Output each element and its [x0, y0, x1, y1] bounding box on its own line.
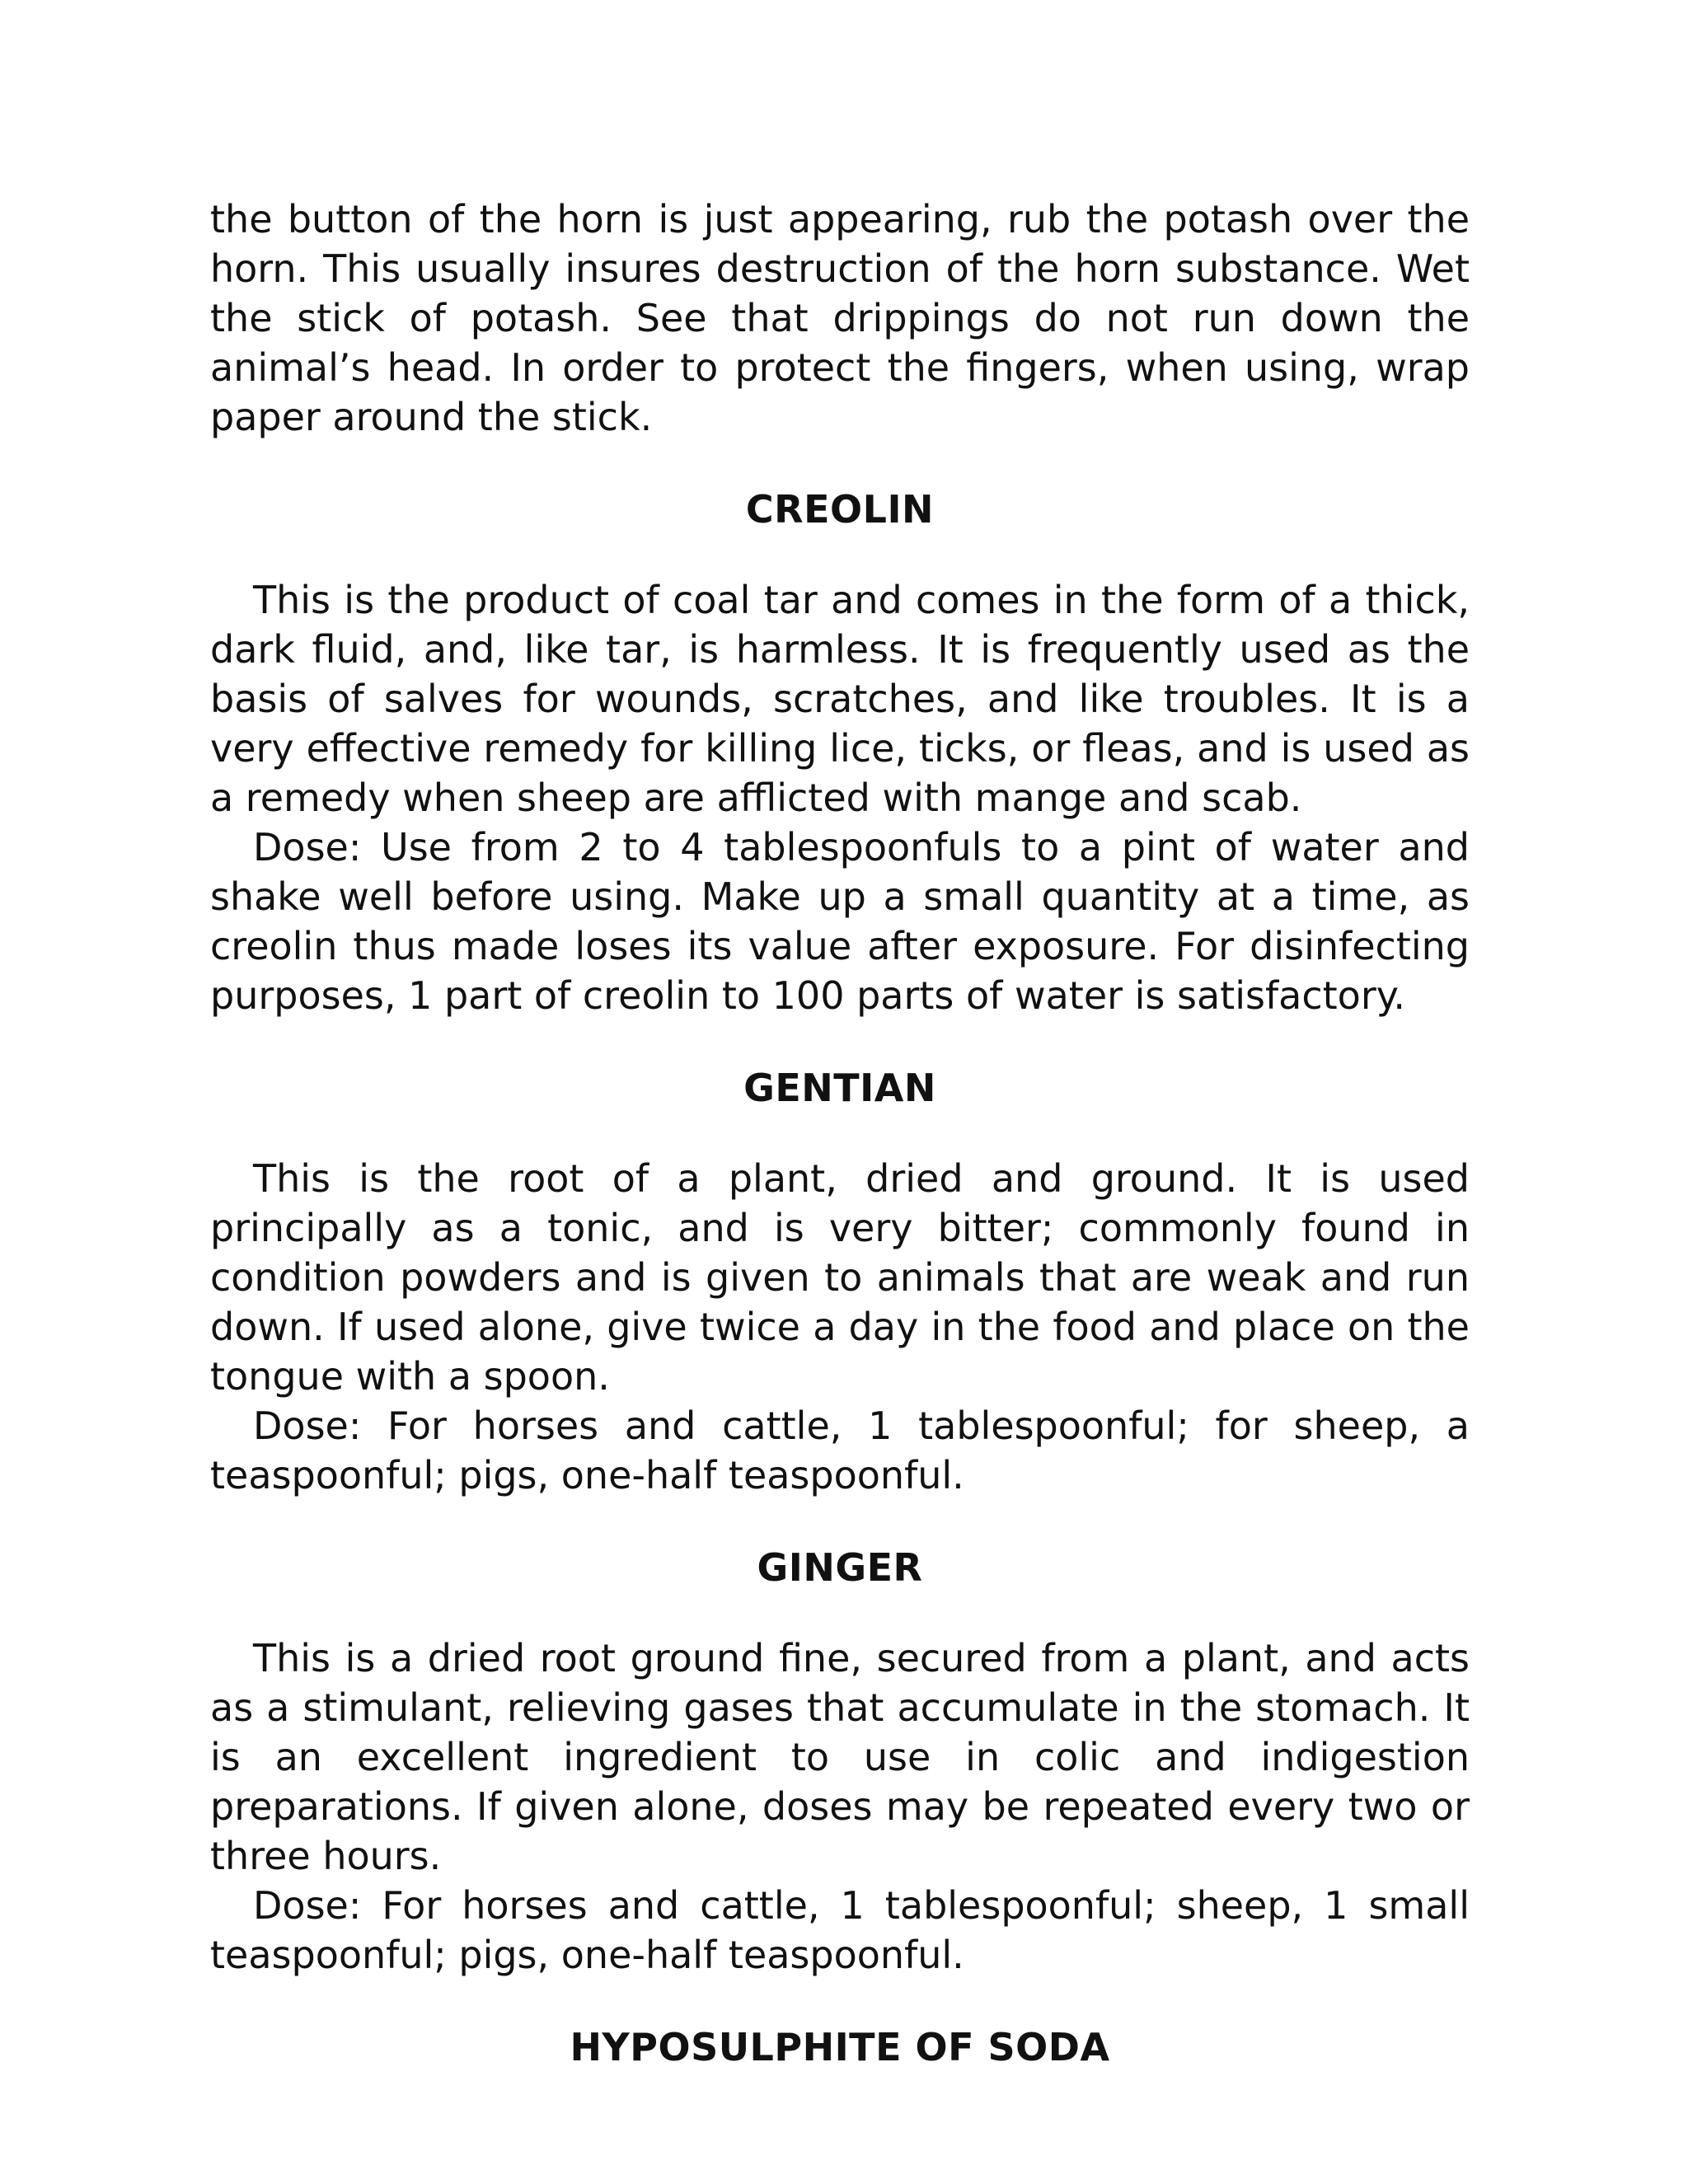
section-heading-ginger: GINGER: [757, 1545, 923, 1590]
ginger-description: This is a dried root ground fine, secured from a plant, and acts as a stimulant, relieving gases that accumulate in the stomach. It is an excellent ingredient to use in colic and indigestion preparations. If given alone, doses may be repeated every two or three hours.: [210, 1636, 1470, 1878]
section-heading-gentian: GENTIAN: [743, 1066, 936, 1110]
gentian-description: This is the root of a plant, dried and ground. It is used principally as a tonic, and is very bitter; commonly found in condition powders and is given to animals that are weak and run down. If used alone, give twice a day in the food and place on the tongue with a spoon.: [210, 1156, 1470, 1399]
gentian-dose: Dose: For horses and cattle, 1 tablespoonful; for sheep, a teaspoonful; pigs, one-half teaspoonful.: [210, 1404, 1470, 1497]
page-body: [210, 194, 1470, 2072]
section-heading-hyposulphite-of-soda: HYPOSULPHITE OF SODA: [570, 2025, 1110, 2069]
section-heading-creolin: CREOLIN: [745, 487, 935, 532]
ginger-dose: Dose: For horses and cattle, 1 tablespoonful; sheep, 1 small teaspoonful; pigs, one-half teaspoonful.: [210, 1883, 1470, 1977]
creolin-description: This is the product of coal tar and comes in the form of a thick, dark fluid, and, like tar, is harmless. It is frequently used as the basis of salves for wounds, scratches, and like troubles. It is a very effective remedy for killing lice, ticks, or fleas, and is used as a remedy when sheep are afflicted with mange and scab.: [210, 578, 1470, 820]
intro-paragraph: the button of the horn is just appearing, rub the potash over the horn. This usually insures destruction of the horn substance. Wet the stick of potash. See that drippings do not run down the animal’s head. In order to protect the fingers, when using, wrap paper around the stick.: [210, 197, 1470, 439]
creolin-dose: Dose: Use from 2 to 4 tablespoonfuls to a pint of water and shake well before using. Make up a small quantity at a time, as creolin thus made loses its value after exposure. For disinfecting purposes, 1 part of creolin to 100 parts of water is satisfactory.: [210, 825, 1470, 1018]
